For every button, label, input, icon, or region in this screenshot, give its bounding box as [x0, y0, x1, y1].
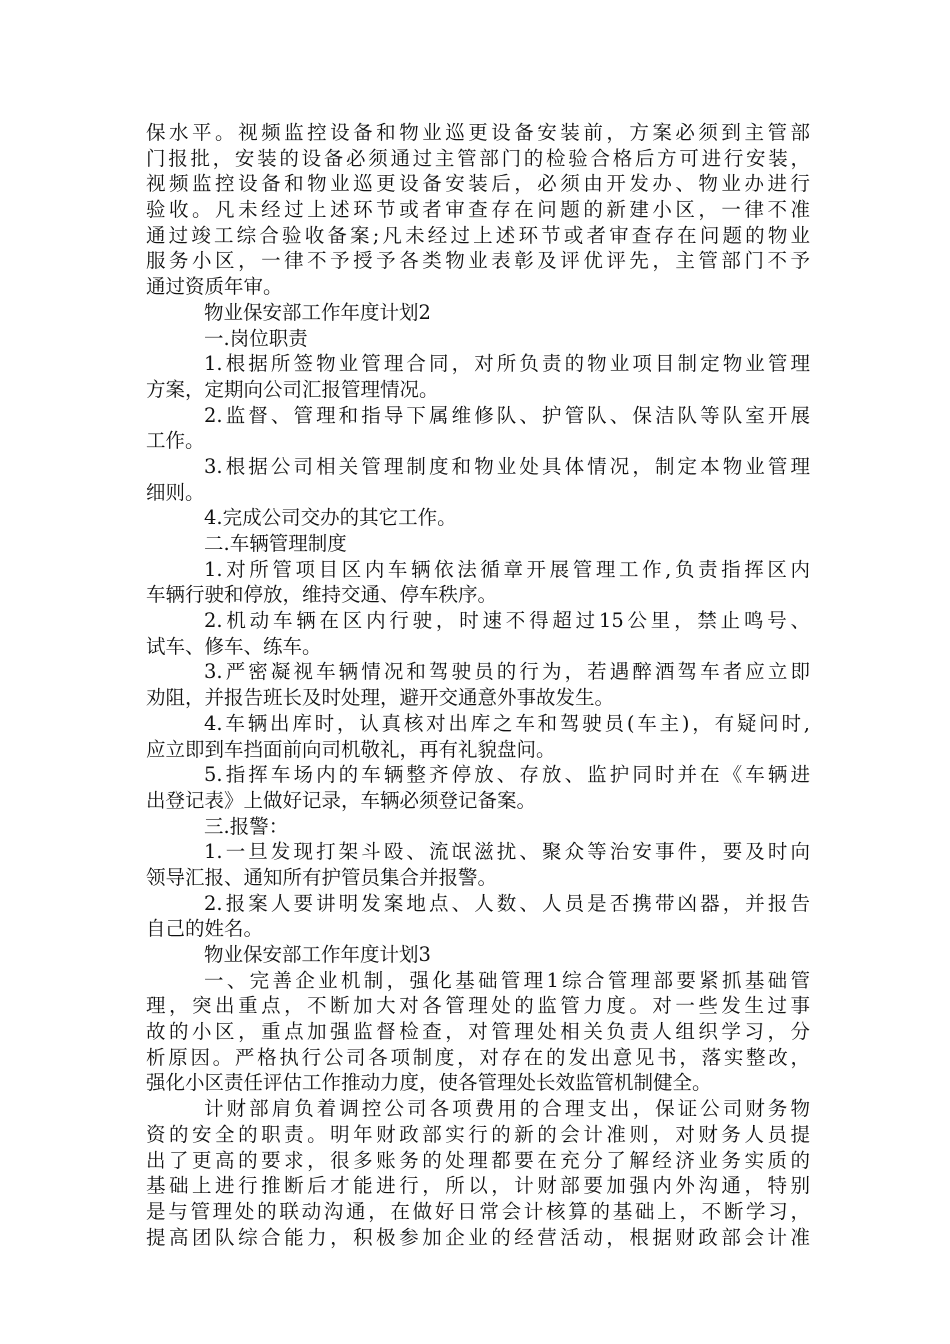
text-line: 通过资质年审。 — [146, 275, 283, 299]
section-heading: 一.岗位职责 — [204, 326, 308, 350]
text-line: 视频监控设备和物业巡更设备安装后，必须由开发办、物业办进行 — [146, 172, 810, 196]
text-line: 出登记表》上做好记录，车辆必须登记备案。 — [146, 788, 537, 812]
list-item: 2.报案人要讲明发案地点、人数、人员是否携带凶器，并报告 — [204, 891, 810, 915]
text-line: 自己的姓名。 — [146, 917, 264, 941]
section-heading: 三.报警： — [204, 814, 289, 838]
section-title: 物业保安部工作年度计划3 — [204, 943, 431, 966]
list-item: 1.一旦发现打架斗殴、流氓滋扰、聚众等治安事件，要及时向 — [204, 840, 810, 864]
text-line: 应立即到车挡面前向司机敬礼，再有礼貌盘问。 — [146, 737, 556, 761]
list-item: 4.车辆出库时，认真核对出库之车和驾驶员(车主)，有疑问时, — [204, 711, 810, 735]
text-line: 故的小区，重点加强监督检查，对管理处相关负责人组织学习，分 — [146, 1020, 810, 1044]
text-line: 析原因。严格执行公司各项制度，对存在的发出意见书，落实整改， — [146, 1045, 810, 1069]
list-item: 1.根据所签物业管理合同，对所负责的物业项目制定物业管理 — [204, 352, 810, 376]
text-line: 通过竣工综合验收备案;凡未经过上述环节或者审查存在问题的物业 — [146, 223, 810, 247]
text-line: 方案，定期向公司汇报管理情况。 — [146, 377, 439, 401]
text-line: 强化小区责任评估工作推动力度，使各管理处长效监管机制健全。 — [146, 1071, 712, 1095]
list-item: 3.严密凝视车辆情况和驾驶员的行为，若遇醉酒驾车者应立即 — [204, 660, 810, 684]
text-line: 出了更高的要求，很多账务的处理都要在充分了解经济业务实质的 — [146, 1148, 810, 1172]
text-line: 基础上进行推断后才能进行，所以，计财部要加强内外沟通，特别 — [146, 1174, 810, 1198]
text-line: 门报批，安装的设备必须通过主管部门的检验合格后方可进行安装， — [146, 146, 810, 170]
text-line: 劝阻，并报告班长及时处理，避开交通意外事故发生。 — [146, 686, 615, 710]
text-line: 工作。 — [146, 429, 205, 453]
text-line: 是与管理处的联动沟通，在做好日常会计核算的基础上，不断学习， — [146, 1199, 810, 1223]
paragraph-start: 一、完善企业机制，强化基础管理1综合管理部要紧抓基础管 — [204, 968, 810, 992]
text-line: 细则。 — [146, 480, 205, 504]
list-item: 2.监督、管理和指导下属维修队、护管队、保洁队等队室开展 — [204, 403, 810, 427]
list-item: 2.机动车辆在区内行驶，时速不得超过15公里，禁止鸣号、 — [204, 609, 810, 633]
section-title: 物业保安部工作年度计划2 — [204, 300, 431, 324]
list-item: 1.对所管项目区内车辆依法循章开展管理工作,负责指挥区内 — [204, 557, 810, 581]
list-item: 3.根据公司相关管理制度和物业处具体情况，制定本物业管理 — [204, 454, 810, 478]
list-item: 5.指挥车场内的车辆整齐停放、存放、监护同时并在《车辆进 — [204, 763, 810, 787]
text-line: 资的安全的职责。明年财政部实行的新的会计准则，对财务人员提 — [146, 1122, 810, 1146]
document-body — [146, 120, 810, 1250]
text-line: 试车、修车、练车。 — [146, 634, 322, 658]
paragraph-start: 计财部肩负着调控公司各项费用的合理支出，保证公司财务物 — [204, 1097, 810, 1121]
text-line: 领导汇报、通知所有护管员集合并报警。 — [146, 865, 498, 889]
section-heading: 二.车辆管理制度 — [204, 532, 347, 555]
text-line: 验收。凡未经过上述环节或者审查存在问题的新建小区，一律不准 — [146, 198, 810, 222]
text-line: 提高团队综合能力，积极参加企业的经营活动，根据财政部会计准 — [146, 1225, 810, 1249]
list-item: 4.完成公司交办的其它工作。 — [204, 506, 457, 530]
text-line: 理，突出重点，不断加大对各管理处的监管力度。对一些发生过事 — [146, 994, 810, 1018]
text-line: 服务小区，一律不予授予各类物业表彰及评优评先，主管部门不予 — [146, 249, 810, 273]
text-line: 车辆行驶和停放，维持交通、停车秩序。 — [146, 583, 498, 607]
text-line: 保水平。视频监控设备和物业巡更设备安装前，方案必须到主管部 — [146, 121, 810, 144]
